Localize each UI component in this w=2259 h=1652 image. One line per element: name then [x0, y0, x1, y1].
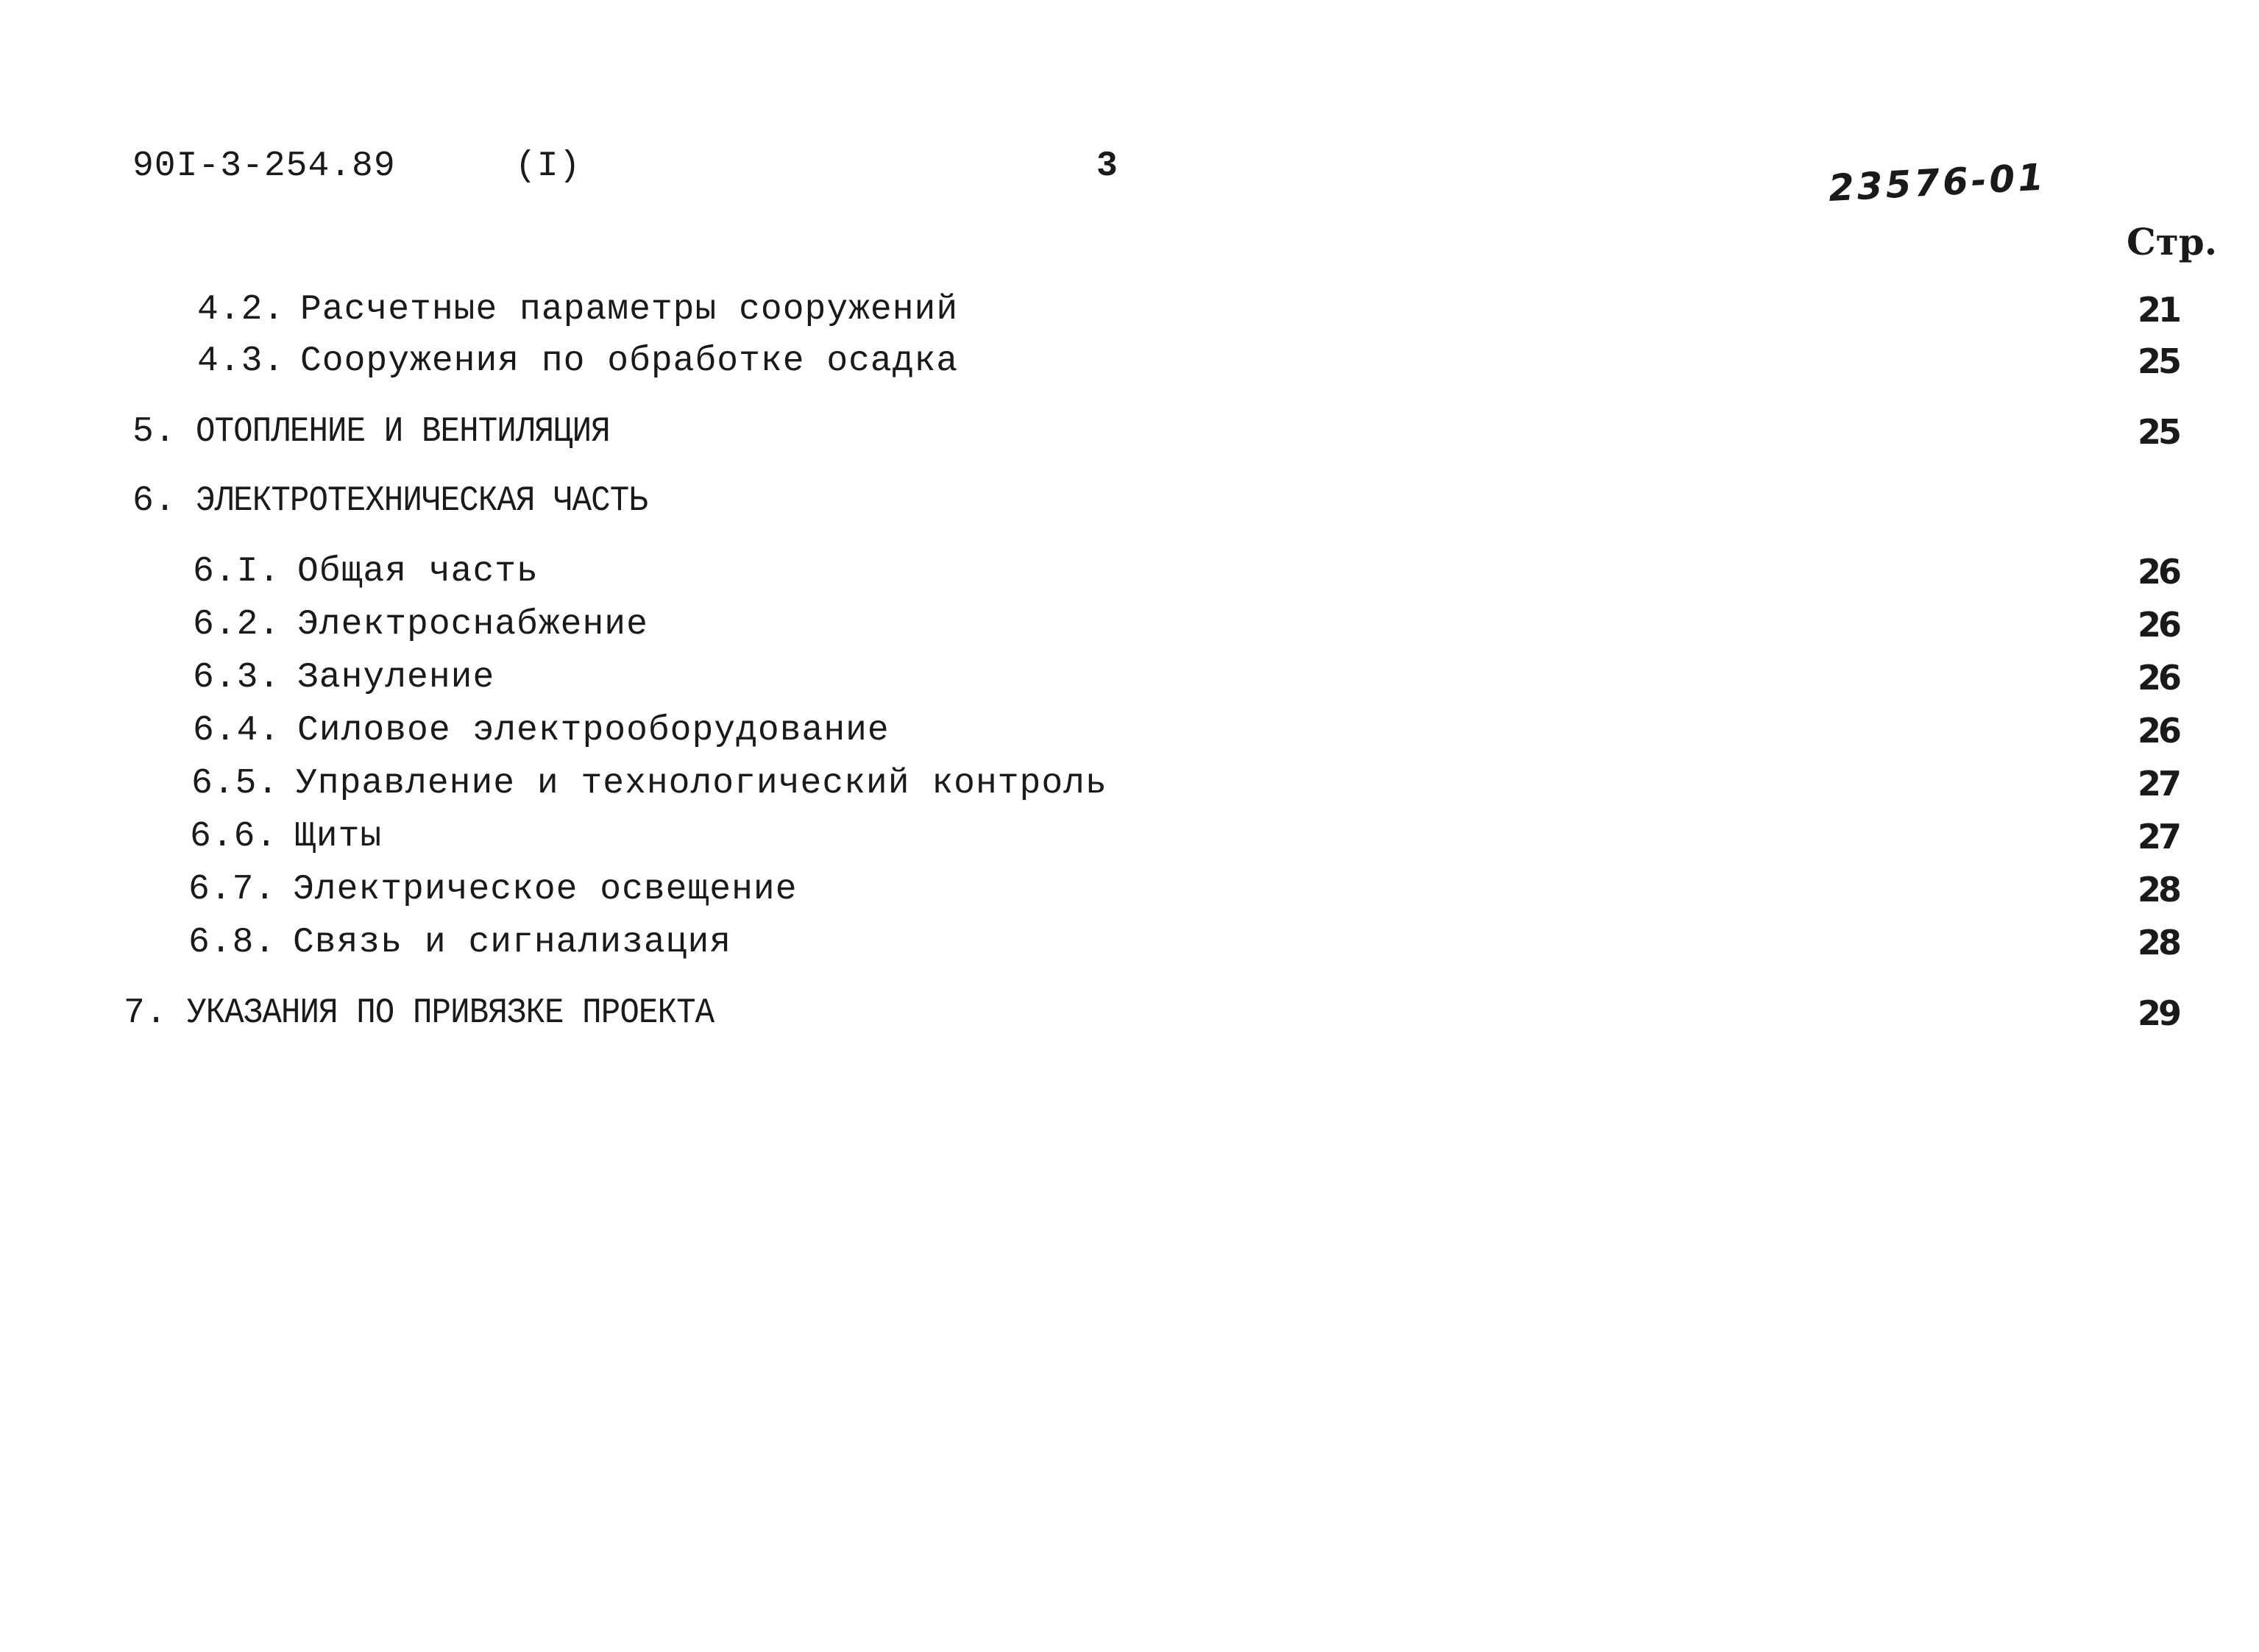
toc-entry-page: 27: [2138, 817, 2180, 857]
toc-entry-number: 5.: [132, 412, 177, 452]
toc-entry-title: Щиты: [294, 817, 383, 857]
document-code: 90I-3-254.89: [132, 146, 396, 186]
toc-entry-number: 6.I.: [193, 552, 281, 592]
toc-entry-number: 6.3.: [193, 658, 281, 698]
toc-entry-number: 7.: [124, 993, 168, 1033]
toc-entry-number: 6.2.: [193, 605, 281, 645]
toc-entry: [0, 602, 2259, 648]
toc-entry-number: 6.8.: [188, 923, 277, 963]
toc-entry-title: ЭЛЕКТРОТЕХНИЧЕСКАЯ ЧАСТЬ: [196, 481, 648, 521]
toc-entry-page: 28: [2138, 870, 2180, 910]
toc-entry: [0, 814, 2259, 859]
toc-entry-number: 6.4.: [193, 711, 281, 751]
toc-entry-title: УКАЗАНИЯ ПО ПРИВЯЗКЕ ПРОЕКТА: [187, 993, 714, 1033]
toc-entry: [0, 708, 2259, 754]
toc-entry-title: ОТОПЛЕНИЕ И ВЕНТИЛЯЦИЯ: [196, 412, 610, 452]
toc-entry: [0, 409, 2259, 455]
toc-entry-number: 6.: [132, 481, 177, 521]
toc-entry-number: 6.5.: [191, 764, 280, 804]
toc-entry: [0, 761, 2259, 806]
toc-entry-page: 26: [2138, 552, 2180, 592]
toc-entry-title: Управление и технологический контроль: [296, 764, 1107, 804]
toc-entry-title: Электроснабжение: [297, 605, 648, 645]
toc-entry-number: 4.3.: [197, 341, 286, 381]
toc-entry-title: Электрическое освещение: [293, 870, 798, 910]
toc-entry-page: 25: [2138, 412, 2180, 452]
toc-entry: [0, 287, 2259, 333]
toc-entry-title: Силовое электрооборудование: [297, 711, 890, 751]
toc-entry-number: 6.6.: [190, 817, 278, 857]
page-number: 3: [1096, 146, 1118, 186]
toc-entry: [0, 920, 2259, 965]
toc-entry-page: 27: [2138, 764, 2180, 804]
toc-entry: [0, 549, 2259, 595]
toc-entry: [0, 867, 2259, 912]
toc-entry-number: 4.2.: [197, 290, 286, 330]
inventory-number: 23576-01: [1827, 155, 2048, 210]
toc-entry-title: Зануление: [297, 658, 495, 698]
toc-entry: [0, 478, 2259, 524]
toc-entry-page: 26: [2138, 658, 2180, 698]
toc-entry-page: 25: [2138, 341, 2180, 381]
toc-entry-page: 26: [2138, 605, 2180, 645]
toc-entry-title: Общая часть: [297, 552, 539, 592]
page-column-label: Стр.: [2127, 220, 2218, 263]
toc-entry-title: Сооружения по обработке осадка: [300, 341, 959, 381]
toc-entry-title: Связь и сигнализация: [293, 923, 732, 963]
toc-entry-page: 26: [2138, 711, 2180, 751]
toc-entry: [0, 655, 2259, 701]
toc-entry-page: 21: [2138, 290, 2180, 330]
toc-entry-page: 29: [2138, 993, 2180, 1033]
toc-entry-page: 28: [2138, 923, 2180, 963]
toc-entry: [0, 338, 2259, 384]
toc-entry-title: Расчетные параметры сооружений: [300, 290, 959, 330]
toc-entry: [0, 990, 2259, 1036]
document-part: (I): [515, 146, 581, 186]
toc-entry-number: 6.7.: [188, 870, 277, 910]
